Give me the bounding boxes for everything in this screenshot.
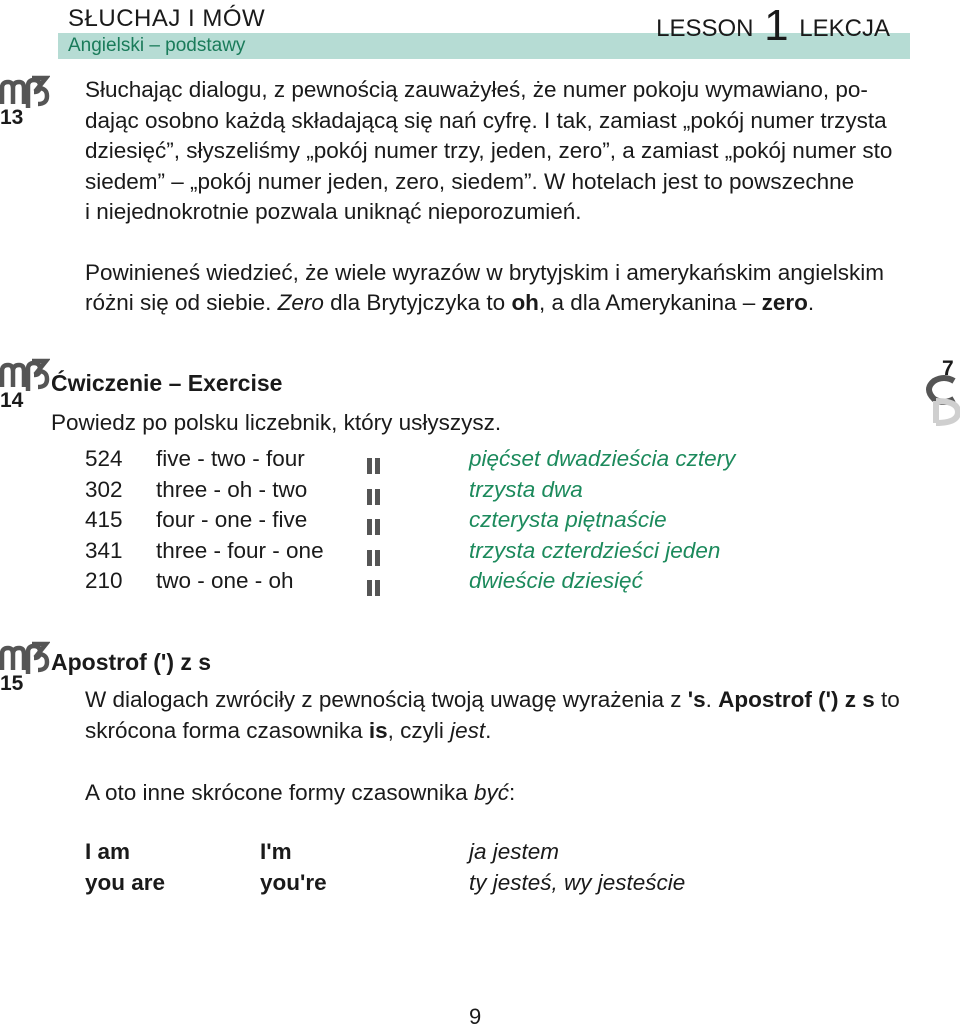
- paragraph-apostrophe: [85, 685, 915, 746]
- section-13: [85, 75, 915, 319]
- text-line: Powinieneś wiedzieć, że wiele wyrazów w brytyjskim i amerykańskim angielskim: [85, 259, 884, 285]
- header-title: SŁUCHAJ I MÓW: [68, 5, 266, 32]
- cd-track-number: 7: [942, 357, 954, 380]
- number-digits: 341: [85, 537, 123, 563]
- text-bold: Apostrof (') z s: [718, 687, 875, 712]
- header-subtitle: Angielski – podstawy: [68, 35, 246, 56]
- exercise-row: [85, 568, 845, 599]
- full-form: I am: [85, 839, 131, 864]
- text-line: Słuchając dialogu, z pewnością zauważyłeś, że numer pokoju wymawiano, po-: [85, 77, 868, 102]
- answer-text: czterysta piętnaście: [469, 507, 667, 532]
- pause-icon: [367, 546, 381, 562]
- number-digits: 524: [85, 446, 123, 471]
- form-row: [85, 870, 845, 901]
- pause-icon: [367, 485, 381, 501]
- exercise-row: [85, 507, 845, 538]
- paragraph-zero: [85, 258, 915, 319]
- mp3-icon: [0, 74, 50, 136]
- text-italic: Zero: [277, 290, 324, 315]
- pause-icon: [367, 576, 381, 592]
- text-bold: 's: [687, 687, 706, 712]
- text-fragment: różni się od siebie.: [85, 290, 278, 315]
- exercise-row: [85, 538, 845, 569]
- answer-text: trzysta czterdzieści jeden: [469, 537, 721, 563]
- full-form: you are: [85, 869, 166, 895]
- paragraph-other-forms: [85, 778, 515, 809]
- exercise-heading: Ćwiczenie – Exercise: [51, 370, 283, 396]
- answer-text: pięćset dwadzieścia cztery: [469, 446, 736, 471]
- form-row: [85, 839, 845, 870]
- mp3-icon: [0, 640, 50, 702]
- short-form: I'm: [260, 839, 292, 864]
- answer-text: trzysta dwa: [469, 476, 583, 502]
- text-fragment: dla Brytyjczyka to: [323, 290, 512, 315]
- polish-form: ty jesteś, wy jesteście: [469, 869, 686, 895]
- short-form: you're: [260, 869, 327, 895]
- answer-text: dwieście dziesięć: [469, 568, 643, 593]
- lesson-number: 1: [764, 1, 789, 50]
- pause-icon: [367, 454, 381, 470]
- track-number: 15: [0, 672, 24, 695]
- mp3-icon: [0, 357, 50, 419]
- text-bold: is: [368, 717, 388, 743]
- lesson-en: LESSON: [656, 15, 754, 42]
- text-bold: oh: [511, 290, 539, 315]
- number-digits: 415: [85, 507, 123, 532]
- text-fragment: .: [807, 290, 815, 315]
- text-line: dając osobno każdą składającą się nań cyfrę. I tak, zamiast „pokój numer trzysta: [85, 107, 887, 133]
- spoken-digits: five - two - four: [156, 446, 305, 471]
- lesson-label: [656, 1, 890, 50]
- text-line: i niejednokrotnie pozwala uniknąć nieporozumień.: [85, 199, 582, 224]
- polish-form: ja jestem: [469, 839, 560, 864]
- exercise-row: [85, 477, 845, 508]
- track-number: 14: [0, 389, 24, 412]
- text-bold: zero: [761, 290, 808, 315]
- number-digits: 210: [85, 568, 123, 593]
- exercise-list: [85, 446, 845, 599]
- text-italic: jest: [450, 717, 486, 743]
- text-fragment: , a dla Amerykanina –: [538, 290, 762, 315]
- apostrophe-heading: Apostrof (') z s: [51, 649, 212, 675]
- spoken-digits: two - one - oh: [156, 568, 294, 593]
- spoken-digits: three - four - one: [156, 537, 324, 563]
- text-fragment: :: [508, 780, 516, 805]
- paragraph-room-number: [85, 75, 915, 228]
- text-fragment: .: [705, 687, 719, 712]
- forms-list: [85, 839, 845, 900]
- pause-icon: [367, 515, 381, 531]
- text-line: dziesięć”, słyszeliśmy „pokój numer trzy, jeden, zero”, a zamiast „pokój numer sto: [85, 138, 893, 163]
- spoken-digits: four - one - five: [156, 507, 308, 532]
- spoken-digits: three - oh - two: [156, 476, 308, 502]
- lesson-pl: LEKCJA: [799, 15, 890, 42]
- text-italic: być: [473, 780, 509, 805]
- text-line: siedem” – „pokój numer jeden, zero, siedem”. W hotelach jest to powszechne: [85, 168, 855, 194]
- exercise-row: [85, 446, 845, 477]
- exercise-instruction: Powiedz po polsku liczebnik, który usłyszysz.: [51, 410, 502, 435]
- page-number: 9: [469, 1004, 482, 1029]
- cd-icon: [924, 357, 960, 427]
- text-fragment: , czyli: [387, 717, 451, 743]
- text-fragment: W dialogach zwróciły z pewnością twoją uwagę wyrażenia z: [85, 687, 688, 712]
- text-fragment: to: [874, 687, 900, 712]
- text-fragment: .: [485, 717, 492, 743]
- track-number: 13: [0, 106, 24, 129]
- text-fragment: skrócona forma czasownika: [85, 717, 369, 743]
- text-fragment: A oto inne skrócone formy czasownika: [85, 780, 474, 805]
- number-digits: 302: [85, 476, 123, 502]
